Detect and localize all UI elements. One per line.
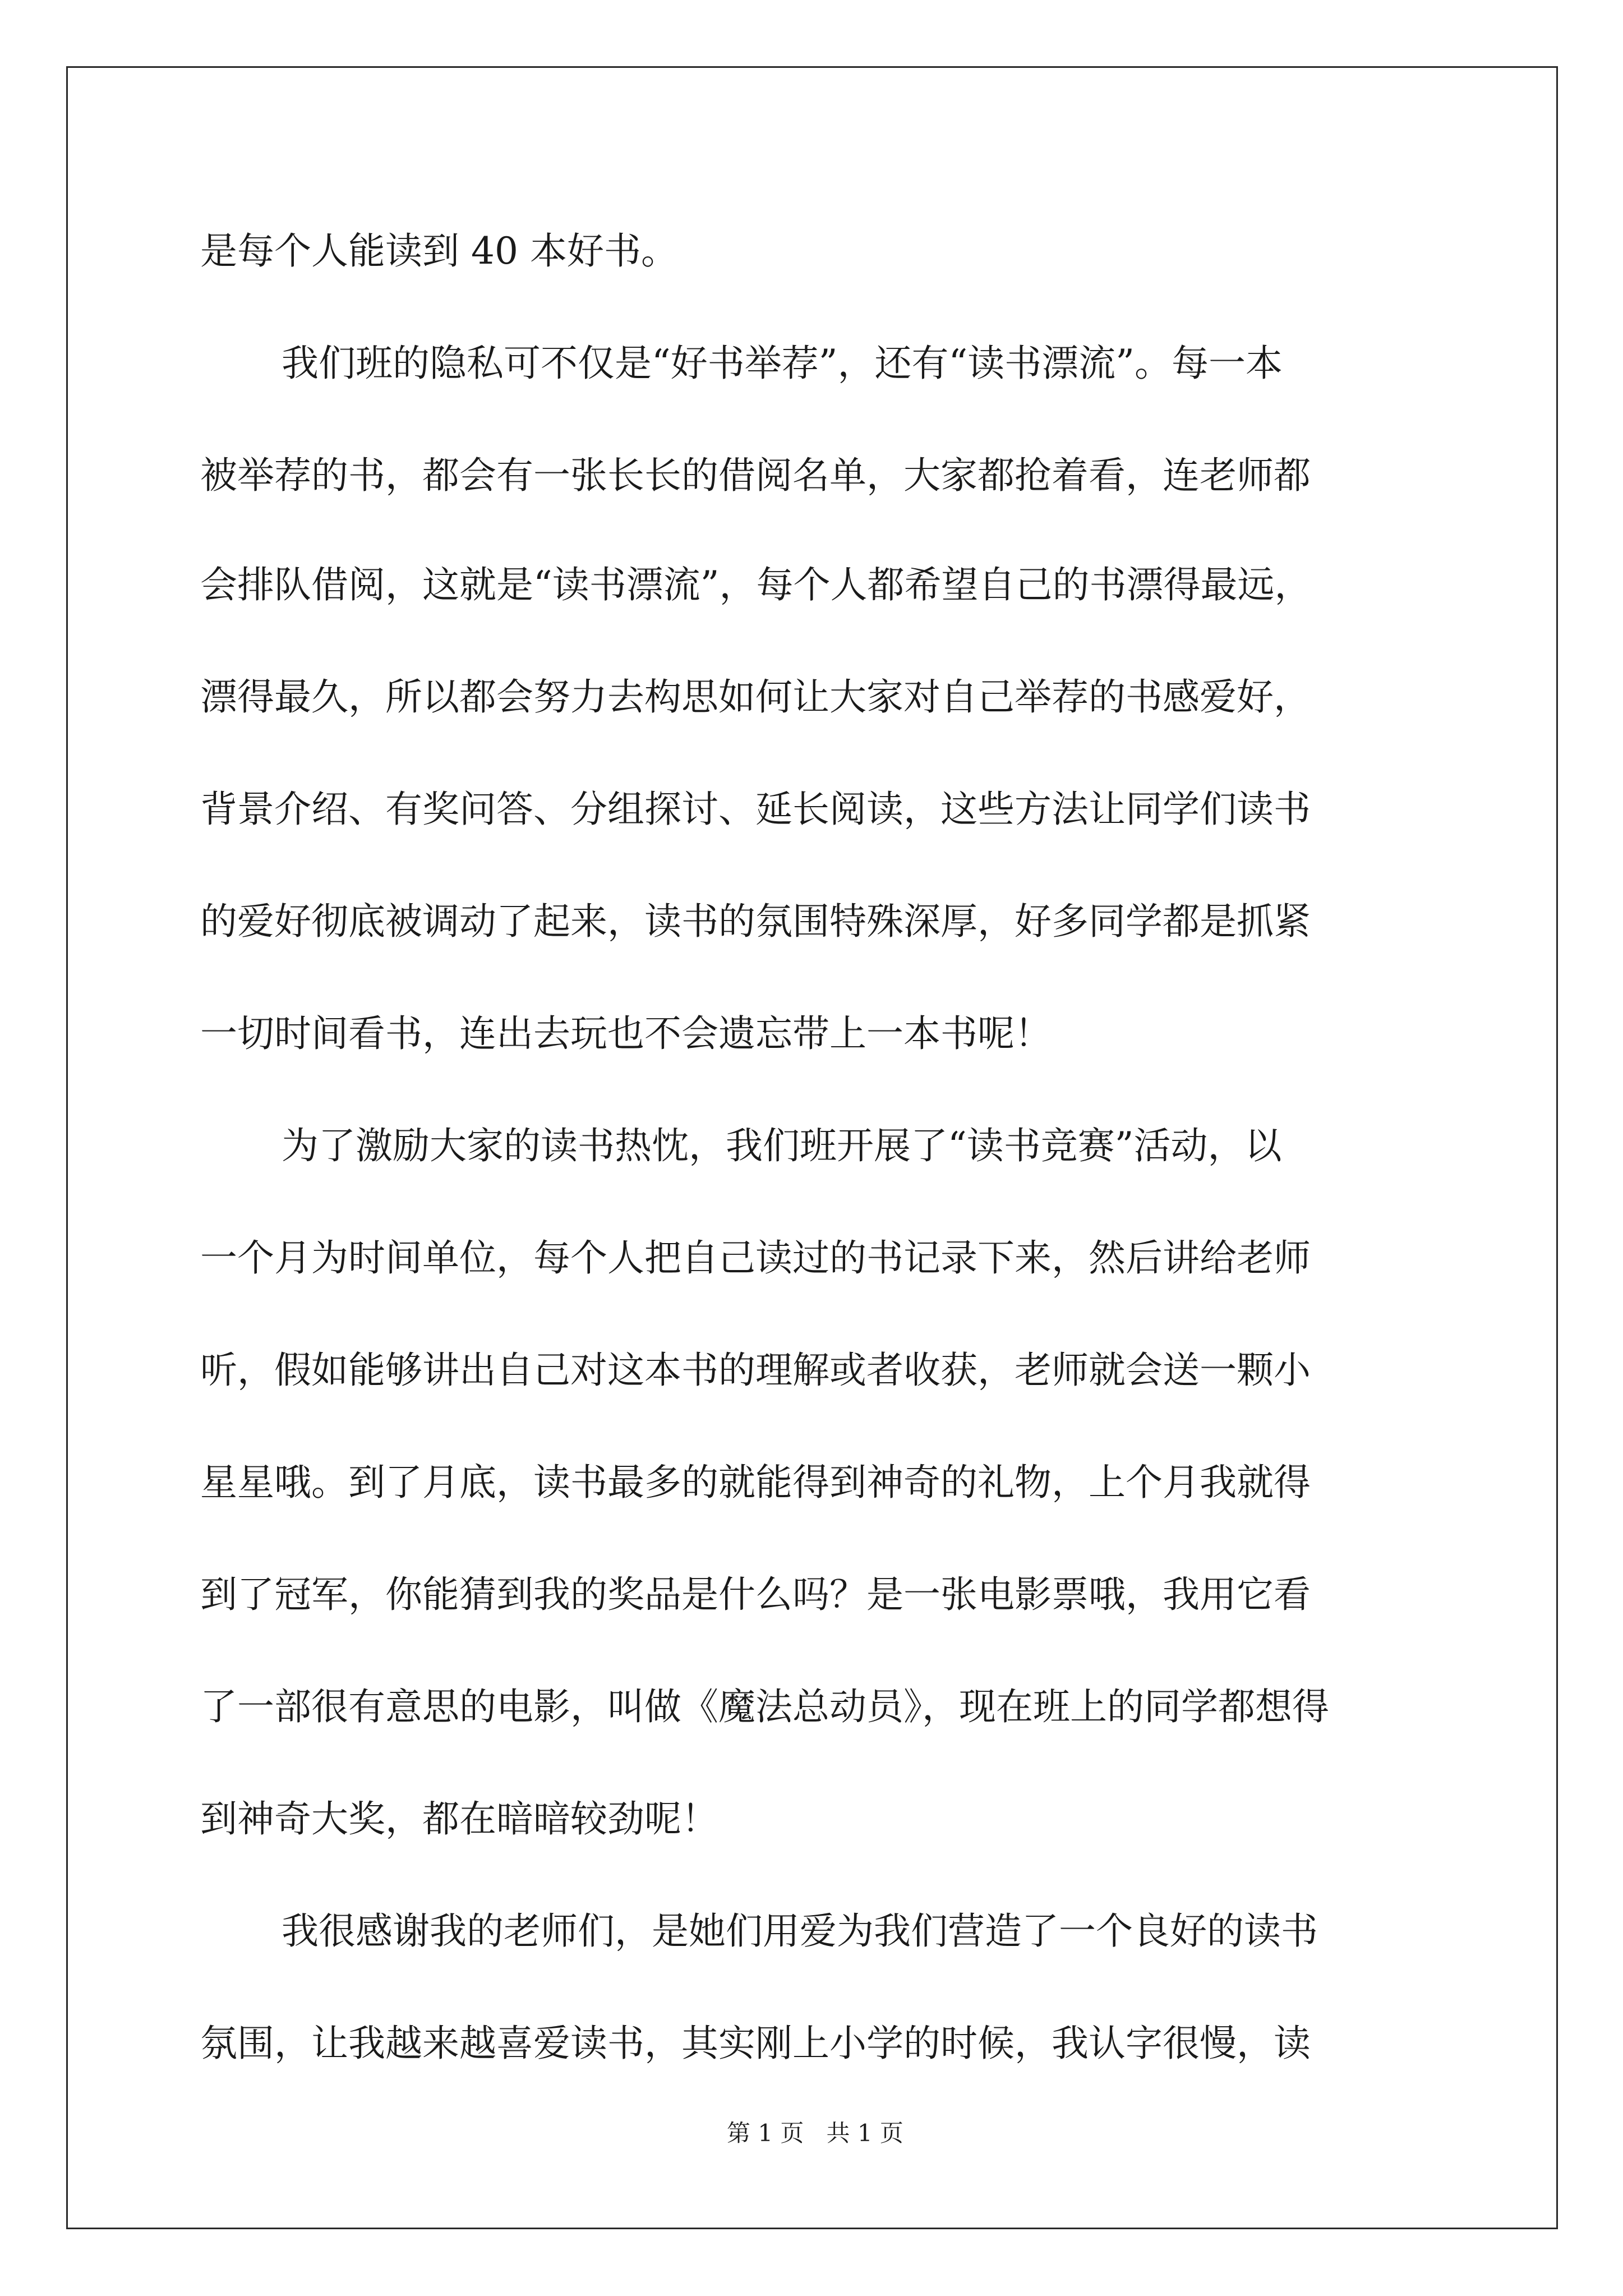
body-text-line: 我们班的隐私可不仅是“好书举荐”，还有“读书漂流”。每一本 (282, 342, 1283, 385)
body-text-line: 背景介绍、有奖问答、分组探讨、延长阅读，这些方法让同学们读书 (200, 788, 1311, 831)
body-text-line: 听，假如能够讲出自己对这本书的理解或者收获，老师就会送一颗小 (200, 1349, 1311, 1392)
body-text-line: 会排队借阅，这就是“读书漂流”，每个人都希望自己的书漂得最远， (200, 563, 1312, 606)
body-text-line: 到神奇大奖，都在暗暗较劲呢！ (200, 1797, 718, 1841)
body-text-line: 我很感谢我的老师们，是她们用爱为我们营造了一个良好的读书 (282, 1910, 1318, 1953)
body-text-line: 氛围，让我越来越喜爱读书，其实刚上小学的时候，我认字很慢，读 (200, 2022, 1311, 2065)
body-text-line: 星星哦。到了月底，读书最多的就能得到神奇的礼物，上个月我就得 (200, 1461, 1311, 1504)
page-number-footer: 第 1 页 共 1 页 (727, 2119, 903, 2147)
body-text-line: 为了激励大家的读书热忱，我们班开展了“读书竞赛”活动，以 (282, 1124, 1282, 1167)
body-text-line: 的爱好彻底被调动了起来，读书的氛围特殊深厚，好多同学都是抓紧 (200, 900, 1311, 943)
body-text-line: 了一部很有意思的电影，叫做《魔法总动员》，现在班上的同学都想得 (200, 1685, 1329, 1728)
body-text-line: 到了冠军，你能猜到我的奖品是什么吗？是一张电影票哦，我用它看 (200, 1573, 1311, 1616)
body-text-line: 漂得最久，所以都会努力去构思如何让大家对自己举荐的书感爱好， (200, 675, 1311, 719)
body-text-line: 是每个人能读到 40 本好书。 (200, 229, 678, 273)
body-text-line: 一个月为时间单位，每个人把自己读过的书记录下来，然后讲给老师 (200, 1236, 1311, 1280)
body-text-line: 一切时间看书，连出去玩也不会遗忘带上一本书呢！ (200, 1012, 1052, 1055)
body-text-line: 被举荐的书，都会有一张长长的借阅名单，大家都抢着看，连老师都 (200, 454, 1311, 497)
